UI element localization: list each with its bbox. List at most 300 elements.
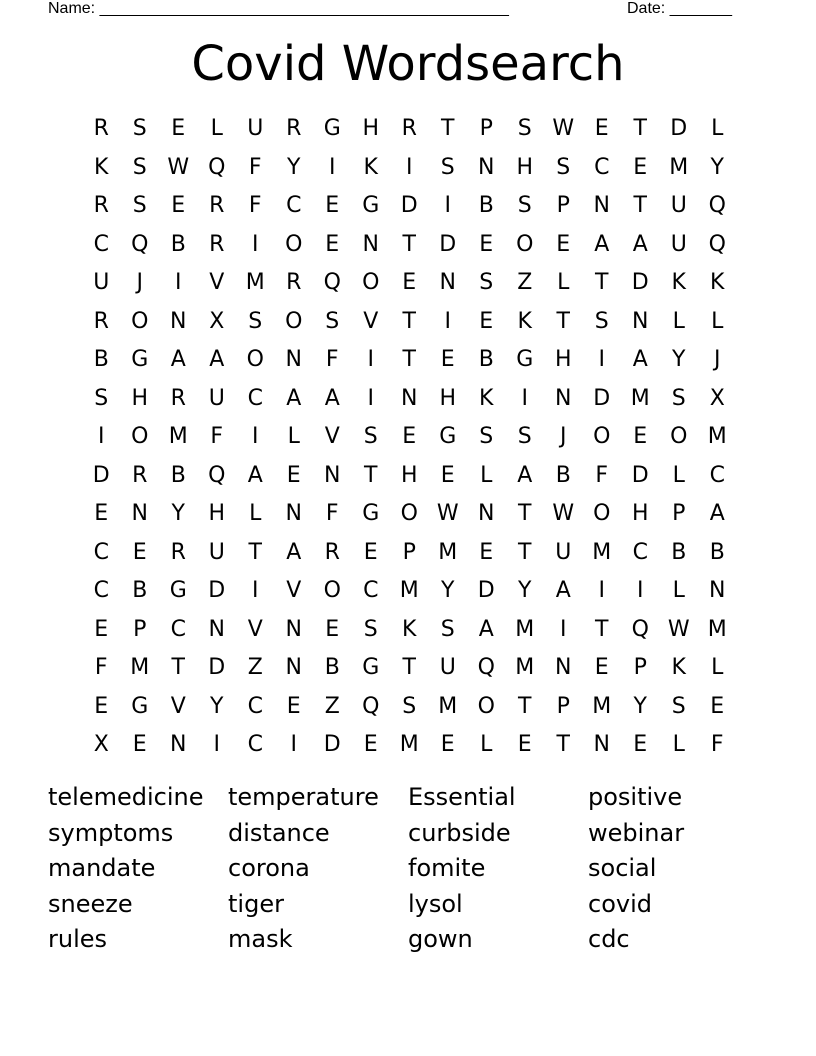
grid-letter: E: [710, 693, 725, 719]
grid-letter: J: [136, 270, 143, 295]
grid-letter: L: [557, 270, 570, 295]
grid-letter: X: [709, 385, 725, 411]
grid-letter: G: [362, 193, 380, 218]
grid-row: [82, 649, 737, 688]
grid-letter: R: [401, 116, 417, 141]
grid-letter: A: [594, 231, 610, 257]
grid-letter: R: [286, 116, 302, 141]
grid-letter: O: [477, 693, 495, 719]
grid-letter: A: [286, 385, 302, 411]
grid-letter: T: [402, 347, 416, 372]
grid-letter: B: [170, 462, 186, 488]
grid-letter: B: [478, 193, 494, 218]
grid-letter: W: [552, 501, 575, 526]
grid-letter: F: [325, 501, 339, 526]
grid-letter: S: [440, 154, 455, 180]
grid-letter: L: [249, 501, 262, 526]
grid-letter: V: [286, 578, 302, 603]
word-list-item: temperature: [228, 783, 379, 811]
grid-letter: O: [362, 270, 380, 295]
grid-letter: E: [363, 539, 378, 565]
grid-letter: J: [714, 347, 721, 372]
grid-letter: E: [325, 616, 340, 642]
grid-letter: E: [132, 539, 147, 565]
grid-row: [82, 380, 737, 419]
grid-letter: E: [479, 539, 494, 565]
grid-letter: M: [630, 385, 650, 411]
grid-letter: E: [94, 501, 109, 526]
grid-letter: I: [175, 270, 182, 295]
grid-letter: L: [480, 732, 493, 757]
grid-letter: G: [131, 693, 149, 719]
grid-letter: A: [632, 347, 648, 372]
grid-letter: Q: [708, 193, 726, 218]
grid-letter: M: [168, 424, 188, 449]
grid-letter: S: [132, 193, 147, 218]
grid-letter: N: [593, 732, 610, 757]
grid-letter: E: [633, 732, 648, 757]
grid-letter: T: [595, 616, 609, 642]
grid-letter: O: [285, 231, 303, 257]
grid-letter: M: [707, 424, 727, 449]
grid-letter: T: [518, 693, 532, 719]
grid-letter: N: [478, 501, 495, 526]
grid-letter: R: [93, 193, 109, 218]
grid-letter: M: [399, 732, 419, 757]
grid-letter: I: [252, 424, 259, 449]
grid-letter: E: [132, 732, 147, 757]
grid-row: [82, 187, 737, 226]
grid-row: [82, 495, 737, 534]
grid-letter: P: [479, 116, 493, 141]
grid-letter: X: [209, 308, 225, 334]
grid-letter: Z: [247, 655, 263, 680]
grid-letter: N: [555, 655, 572, 680]
grid-letter: E: [94, 616, 109, 642]
grid-letter: I: [598, 347, 605, 372]
grid-letter: R: [93, 116, 109, 141]
grid-letter: E: [479, 308, 494, 334]
grid-letter: B: [324, 655, 340, 680]
grid-letter: C: [632, 539, 648, 565]
grid-letter: A: [555, 578, 571, 603]
grid-letter: T: [402, 231, 416, 257]
grid-letter: N: [285, 347, 302, 372]
grid-letter: S: [594, 308, 609, 334]
grid-letter: I: [98, 424, 105, 449]
grid-letter: Q: [208, 462, 226, 488]
word-list-item: corona: [228, 854, 310, 882]
grid-row: [82, 726, 737, 765]
grid-letter: X: [93, 732, 109, 757]
word-list-item: covid: [588, 889, 652, 918]
grid-letter: S: [517, 116, 532, 141]
grid-letter: I: [444, 308, 451, 334]
grid-letter: S: [248, 308, 263, 334]
grid-letter: B: [555, 462, 571, 488]
grid-letter: Y: [210, 693, 224, 719]
grid-letter: K: [94, 154, 109, 180]
grid-letter: U: [93, 270, 110, 295]
grid-letter: M: [592, 539, 612, 565]
grid-letter: P: [672, 501, 686, 526]
grid-letter: R: [170, 385, 186, 411]
grid-letter: A: [632, 231, 648, 257]
grid-letter: Q: [208, 154, 226, 180]
grid-letter: N: [131, 501, 148, 526]
grid-letter: E: [594, 655, 609, 680]
grid-letter: F: [94, 655, 108, 680]
grid-letter: I: [290, 732, 297, 757]
grid-letter: K: [479, 385, 494, 411]
grid-letter: R: [93, 308, 109, 334]
grid-letter: I: [598, 578, 605, 603]
grid-letter: D: [631, 270, 649, 295]
grid-letter: D: [477, 578, 495, 603]
grid-letter: D: [631, 462, 649, 488]
grid-letter: D: [400, 193, 418, 218]
grid-letter: K: [517, 308, 532, 334]
grid-letter: V: [363, 308, 379, 334]
grid-letter: A: [324, 385, 340, 411]
grid-letter: H: [516, 154, 534, 180]
grid-letter: E: [94, 693, 109, 719]
grid-letter: Y: [441, 578, 455, 603]
grid-letter: S: [132, 116, 147, 141]
grid-letter: C: [594, 154, 610, 180]
word-list-item: curbside: [408, 818, 511, 847]
grid-letter: R: [132, 462, 148, 488]
grid-letter: N: [478, 154, 495, 180]
grid-letter: N: [632, 308, 649, 334]
date-field-label: Date: _______: [627, 0, 732, 17]
grid-letter: V: [170, 693, 186, 719]
grid-letter: D: [439, 231, 457, 257]
grid-letter: H: [131, 385, 149, 411]
grid-letter: T: [633, 193, 647, 218]
grid-letter: A: [478, 616, 494, 642]
grid-letter: F: [595, 462, 609, 488]
grid-letter: G: [362, 501, 380, 526]
word-list-item: rules: [48, 925, 108, 953]
grid-letter: J: [560, 424, 567, 449]
grid-letter: H: [631, 501, 649, 526]
grid-letter: R: [324, 539, 340, 565]
grid-letter: Y: [710, 154, 724, 180]
grid-letter: O: [285, 308, 303, 334]
grid-letter: V: [209, 270, 225, 295]
word-list-item: telemedicine: [48, 783, 204, 811]
grid-letter: E: [633, 424, 648, 449]
grid-letter: I: [637, 578, 644, 603]
grid-letter: H: [400, 462, 418, 488]
grid-letter: G: [131, 347, 149, 372]
grid-letter: S: [517, 424, 532, 449]
grid-letter: E: [286, 693, 301, 719]
grid-letter: S: [440, 616, 455, 642]
grid-letter: S: [402, 693, 417, 719]
grid-letter: R: [170, 539, 186, 565]
grid-letter: A: [170, 347, 186, 372]
grid-letter: O: [131, 424, 149, 449]
grid-letter: F: [248, 193, 262, 218]
word-list-item: mask: [228, 925, 293, 953]
grid-letter: I: [252, 231, 259, 257]
grid-letter: N: [555, 385, 572, 411]
grid-letter: U: [208, 385, 225, 411]
grid-letter: M: [707, 616, 727, 642]
grid-letter: Z: [517, 270, 533, 295]
grid-letter: M: [438, 539, 458, 565]
grid-letter: B: [709, 539, 725, 565]
grid-letter: H: [208, 501, 226, 526]
word-list-item: lysol: [408, 889, 463, 918]
grid-letter: C: [93, 231, 109, 257]
worksheet-header: [48, 0, 768, 20]
grid-row: [82, 688, 737, 727]
grid-letter: F: [248, 154, 262, 180]
grid-letter: O: [593, 501, 611, 526]
grid-letter: I: [367, 385, 374, 411]
grid-letter: E: [440, 347, 455, 372]
grid-letter: T: [248, 539, 262, 565]
grid-letter: E: [594, 116, 609, 141]
grid-letter: E: [325, 193, 340, 218]
grid-letter: B: [132, 578, 148, 603]
grid-letter: P: [556, 693, 570, 719]
grid-letter: E: [479, 231, 494, 257]
grid-letter: B: [671, 539, 687, 565]
grid-row: [82, 457, 737, 496]
grid-letter: B: [93, 347, 109, 372]
grid-row: [82, 226, 737, 265]
grid-letter: E: [440, 732, 455, 757]
grid-letter: L: [480, 462, 493, 488]
grid-letter: N: [285, 501, 302, 526]
grid-letter: S: [479, 424, 494, 449]
grid-letter: N: [593, 193, 610, 218]
word-list-item: gown: [408, 925, 473, 953]
grid-letter: Y: [633, 693, 647, 719]
grid-letter: O: [400, 501, 418, 526]
grid-letter: C: [363, 578, 379, 603]
grid-letter: T: [595, 270, 609, 295]
grid-letter: C: [247, 693, 263, 719]
grid-letter: N: [401, 385, 418, 411]
grid-letter: E: [171, 116, 186, 141]
grid-letter: L: [711, 116, 724, 141]
grid-letter: D: [593, 385, 611, 411]
grid-letter: I: [329, 154, 336, 180]
grid-letter: S: [325, 308, 340, 334]
grid-letter: C: [93, 578, 109, 603]
grid-letter: O: [131, 308, 149, 334]
grid-letter: W: [667, 616, 690, 642]
word-list-item: tiger: [228, 889, 284, 918]
grid-row: [82, 110, 737, 149]
grid-letter: A: [247, 462, 263, 488]
grid-letter: S: [671, 385, 686, 411]
grid-letter: D: [323, 732, 341, 757]
grid-letter: L: [672, 462, 685, 488]
grid-letter: Q: [362, 693, 380, 719]
grid-letter: F: [710, 732, 724, 757]
grid-letter: Q: [631, 616, 649, 642]
grid-letter: U: [439, 655, 456, 680]
grid-letter: T: [441, 116, 455, 141]
grid-letter: U: [670, 193, 687, 218]
grid-row: [82, 418, 737, 457]
grid-letter: S: [671, 693, 686, 719]
grid-letter: N: [208, 616, 225, 642]
grid-letter: M: [669, 154, 689, 180]
grid-letter: O: [593, 424, 611, 449]
grid-letter: V: [324, 424, 340, 449]
grid-letter: L: [672, 732, 685, 757]
grid-letter: S: [517, 193, 532, 218]
grid-letter: U: [555, 539, 572, 565]
letter-grid: [82, 110, 737, 765]
grid-letter: C: [247, 385, 263, 411]
grid-letter: D: [92, 462, 110, 488]
grid-letter: I: [213, 732, 220, 757]
grid-letter: I: [444, 193, 451, 218]
grid-letter: N: [170, 732, 187, 757]
grid-letter: T: [364, 462, 378, 488]
grid-letter: A: [209, 347, 225, 372]
grid-letter: M: [245, 270, 265, 295]
grid-letter: H: [439, 385, 457, 411]
grid-letter: G: [362, 655, 380, 680]
grid-letter: S: [132, 154, 147, 180]
grid-letter: M: [592, 693, 612, 719]
grid-letter: N: [439, 270, 456, 295]
grid-letter: I: [367, 347, 374, 372]
grid-letter: K: [671, 270, 686, 295]
word-list-item: Essential: [408, 783, 516, 811]
grid-letter: E: [440, 462, 455, 488]
grid-row: [82, 303, 737, 342]
word-list-item: cdc: [588, 925, 630, 953]
grid-letter: Y: [287, 154, 301, 180]
grid-letter: U: [208, 539, 225, 565]
grid-letter: Q: [477, 655, 495, 680]
grid-letter: C: [709, 462, 725, 488]
name-field-label: Name: ______________________________________________: [48, 0, 509, 17]
grid-letter: U: [670, 231, 687, 257]
grid-letter: E: [402, 424, 417, 449]
grid-letter: Q: [131, 231, 149, 257]
grid-row: [82, 341, 737, 380]
grid-letter: M: [130, 655, 150, 680]
grid-letter: V: [247, 616, 263, 642]
word-list-item: sneeze: [48, 889, 133, 918]
grid-letter: E: [363, 732, 378, 757]
grid-letter: O: [246, 347, 264, 372]
grid-letter: T: [556, 308, 570, 334]
grid-letter: W: [552, 116, 575, 141]
grid-letter: C: [93, 539, 109, 565]
grid-letter: Y: [518, 578, 532, 603]
grid-letter: O: [670, 424, 688, 449]
grid-letter: R: [209, 193, 225, 218]
grid-letter: L: [210, 116, 223, 141]
page-title: Covid Wordsearch: [191, 36, 625, 92]
word-list-item: fomite: [408, 854, 486, 882]
word-list-item: mandate: [48, 854, 156, 882]
grid-letter: G: [516, 347, 534, 372]
grid-letter: D: [208, 578, 226, 603]
grid-letter: O: [516, 231, 534, 257]
grid-letter: F: [325, 347, 339, 372]
grid-letter: E: [171, 193, 186, 218]
grid-letter: L: [711, 308, 724, 334]
grid-letter: M: [515, 616, 535, 642]
grid-letter: I: [252, 578, 259, 603]
grid-row: [82, 572, 737, 611]
grid-letter: L: [672, 308, 685, 334]
grid-letter: N: [362, 231, 379, 257]
grid-row: [82, 534, 737, 573]
grid-letter: I: [406, 154, 413, 180]
grid-letter: C: [286, 193, 302, 218]
grid-letter: Z: [324, 693, 340, 719]
grid-letter: D: [208, 655, 226, 680]
grid-letter: N: [285, 616, 302, 642]
grid-letter: K: [710, 270, 725, 295]
grid-letter: A: [517, 462, 533, 488]
grid-letter: Q: [323, 270, 341, 295]
grid-letter: G: [439, 424, 457, 449]
grid-letter: Y: [171, 501, 185, 526]
grid-letter: A: [709, 501, 725, 526]
grid-letter: W: [167, 154, 190, 180]
grid-letter: S: [479, 270, 494, 295]
grid-letter: N: [170, 308, 187, 334]
grid-letter: I: [521, 385, 528, 411]
word-list-item: webinar: [588, 818, 685, 847]
grid-letter: E: [556, 231, 571, 257]
grid-letter: P: [633, 655, 647, 680]
word-list-item: social: [588, 854, 657, 882]
grid-row: [82, 149, 737, 188]
grid-letter: C: [247, 732, 263, 757]
grid-letter: T: [518, 539, 532, 565]
grid-letter: B: [170, 231, 186, 257]
grid-letter: L: [711, 655, 724, 680]
word-list-item: symptoms: [48, 818, 174, 847]
grid-letter: T: [633, 116, 647, 141]
grid-letter: I: [560, 616, 567, 642]
grid-letter: S: [94, 385, 109, 411]
grid-letter: T: [402, 308, 416, 334]
grid-letter: G: [323, 116, 341, 141]
grid-letter: K: [402, 616, 417, 642]
grid-letter: U: [247, 116, 264, 141]
grid-letter: T: [402, 655, 416, 680]
grid-letter: H: [362, 116, 380, 141]
grid-letter: K: [671, 655, 686, 680]
grid-letter: B: [478, 347, 494, 372]
grid-letter: O: [323, 578, 341, 603]
grid-row: [82, 264, 737, 303]
grid-letter: T: [518, 501, 532, 526]
grid-letter: C: [170, 616, 186, 642]
grid-letter: E: [402, 270, 417, 295]
grid-letter: N: [709, 578, 726, 603]
grid-letter: T: [171, 655, 185, 680]
grid-letter: Q: [708, 231, 726, 257]
